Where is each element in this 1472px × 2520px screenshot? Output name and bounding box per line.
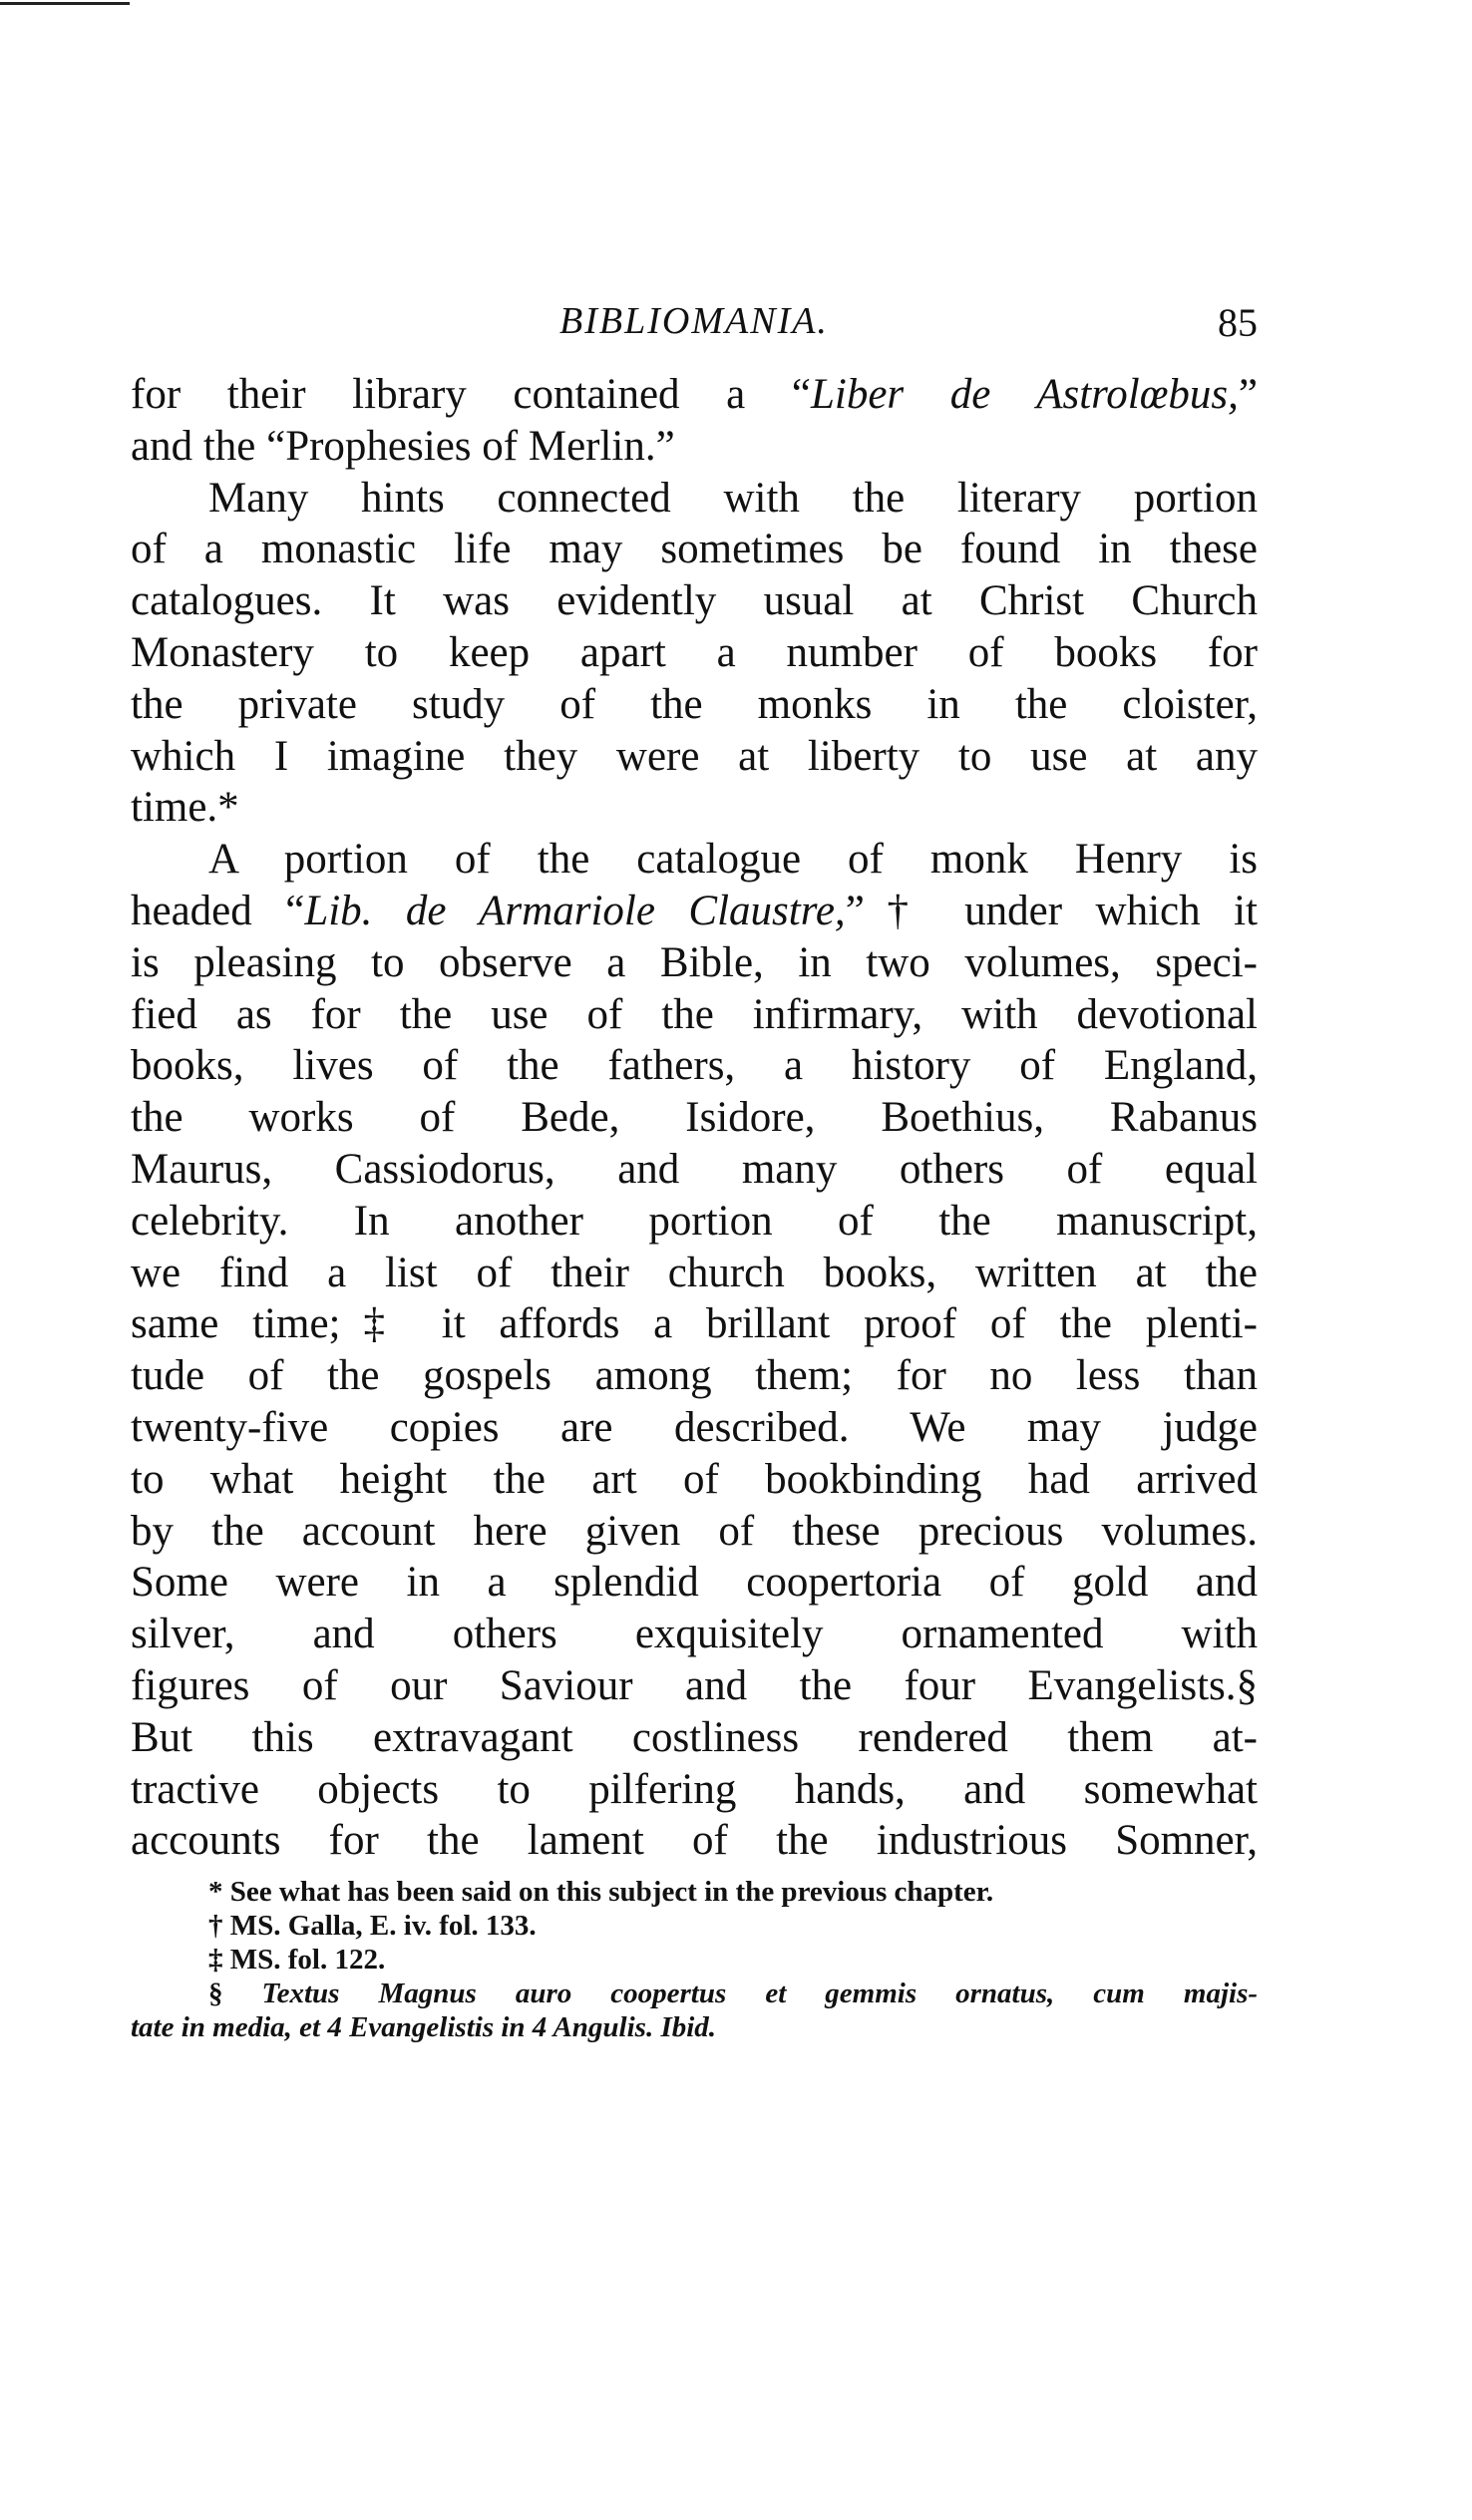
text-line <box>131 1040 1258 1092</box>
footnote-line <box>131 1909 1258 1943</box>
text-line <box>131 1248 1258 1299</box>
text-segment: § <box>208 1978 262 2009</box>
text-segment: ‡ MS. fol. 122. <box>208 1944 386 1976</box>
text-segment: which I imagine they were at liberty to use at any <box>131 732 1258 780</box>
text-segment: ” <box>1238 371 1258 418</box>
text-line <box>131 1557 1258 1609</box>
text-line <box>131 1402 1258 1454</box>
text-line <box>131 1764 1258 1816</box>
text-segment: Some were in a splendid coopertoria of gold and <box>131 1559 1258 1607</box>
scan-edge-mark <box>0 2 130 5</box>
text-line <box>131 1144 1258 1196</box>
text-line <box>131 575 1258 627</box>
text-segment: But this extravagant costliness rendered them at- <box>131 1713 1258 1761</box>
text-line <box>131 679 1258 731</box>
text-line <box>131 731 1258 783</box>
text-segment: * See what has been said on this subject in the previous chapter. <box>208 1876 994 1908</box>
text-segment: is pleasing to observe a Bible, in two volumes, speci- <box>131 938 1258 986</box>
text-segment: Many hints connected with the literary portion <box>208 474 1258 522</box>
text-segment: by the account here given of these precious volumes. <box>131 1507 1258 1555</box>
text-line <box>131 421 1258 473</box>
text-line <box>131 989 1258 1041</box>
text-segment: for their library contained a “ <box>131 371 811 418</box>
text-segment: † MS. Galla, E. iv. fol. 133. <box>208 1910 537 1942</box>
text-segment: Maurus, Cassiodorus, and many others of equal <box>131 1145 1258 1193</box>
text-line <box>131 1298 1258 1350</box>
text-line <box>131 369 1258 421</box>
text-line <box>131 1815 1258 1867</box>
text-segment: books, lives of the fathers, a history of England, <box>131 1042 1258 1090</box>
text-segment: figures of our Saviour and the four Evangelists.§ <box>131 1661 1258 1709</box>
text-line <box>131 473 1258 525</box>
italic-text: Textus Magnus auro coopertus et gemmis ornatus, cum majis- <box>261 1978 1259 2009</box>
text-line <box>131 1196 1258 1248</box>
footnote-line <box>131 2010 1258 2044</box>
text-line <box>131 627 1258 679</box>
footnote-line <box>131 1943 1258 1977</box>
body-text <box>131 369 1258 1867</box>
italic-text: Liber de Astrolœbus, <box>810 371 1239 418</box>
running-title: BIBLIOMANIA. <box>559 300 829 342</box>
text-segment: same time;‡ it affords a brillant proof of the plenti- <box>131 1300 1258 1348</box>
text-segment: we find a list of their church books, written at the <box>131 1249 1258 1296</box>
text-segment: catalogues. It was evidently usual at Christ Church <box>131 577 1258 625</box>
text-segment: silver, and others exquisitely ornamented with <box>131 1611 1258 1658</box>
text-line <box>131 1454 1258 1506</box>
footnote-line <box>131 1977 1258 2010</box>
text-segment: headed “ <box>131 887 305 934</box>
text-segment: and the “Prophesies of Merlin.” <box>131 422 675 470</box>
text-line <box>131 1506 1258 1558</box>
text-segment: of a monastic life may sometimes be found in these <box>131 526 1258 573</box>
text-line <box>131 834 1258 886</box>
text-line <box>131 886 1258 937</box>
text-segment: the works of Bede, Isidore, Boethius, Rabanus <box>131 1094 1258 1142</box>
text-segment: accounts for the lament of the industrious Somner, <box>131 1817 1258 1865</box>
text-line <box>131 524 1258 575</box>
text-segment: tude of the gospels among them; for no less than <box>131 1352 1258 1400</box>
footnote-line <box>131 1875 1258 1909</box>
text-segment: ”† under which it <box>845 887 1258 934</box>
italic-text: tate in media, et 4 Evangelistis in 4 Angulis. Ibid. <box>131 2011 717 2043</box>
text-line <box>131 782 1258 834</box>
text-segment: to what height the art of bookbinding had arrived <box>131 1455 1258 1503</box>
footnotes <box>131 1875 1258 2044</box>
text-line <box>131 1092 1258 1144</box>
page-number: 85 <box>1218 300 1258 345</box>
running-head <box>131 299 1258 359</box>
text-line <box>131 1609 1258 1660</box>
text-segment: Monastery to keep apart a number of books for <box>131 628 1258 676</box>
text-line <box>131 937 1258 989</box>
text-line <box>131 1350 1258 1402</box>
text-line <box>131 1660 1258 1712</box>
text-segment: A portion of the catalogue of monk Henry is <box>208 836 1258 884</box>
text-segment: fied as for the use of the infirmary, with devotional <box>131 990 1258 1038</box>
text-segment: celebrity. In another portion of the manuscript, <box>131 1197 1258 1245</box>
text-segment: time.* <box>131 784 239 832</box>
italic-text: Lib. de Armariole Claustre, <box>304 887 846 934</box>
text-segment: twenty-five copies are described. We may judge <box>131 1403 1258 1451</box>
text-line <box>131 1712 1258 1764</box>
text-segment: tractive objects to pilfering hands, and somewhat <box>131 1765 1258 1813</box>
text-segment: the private study of the monks in the cloister, <box>131 680 1258 728</box>
